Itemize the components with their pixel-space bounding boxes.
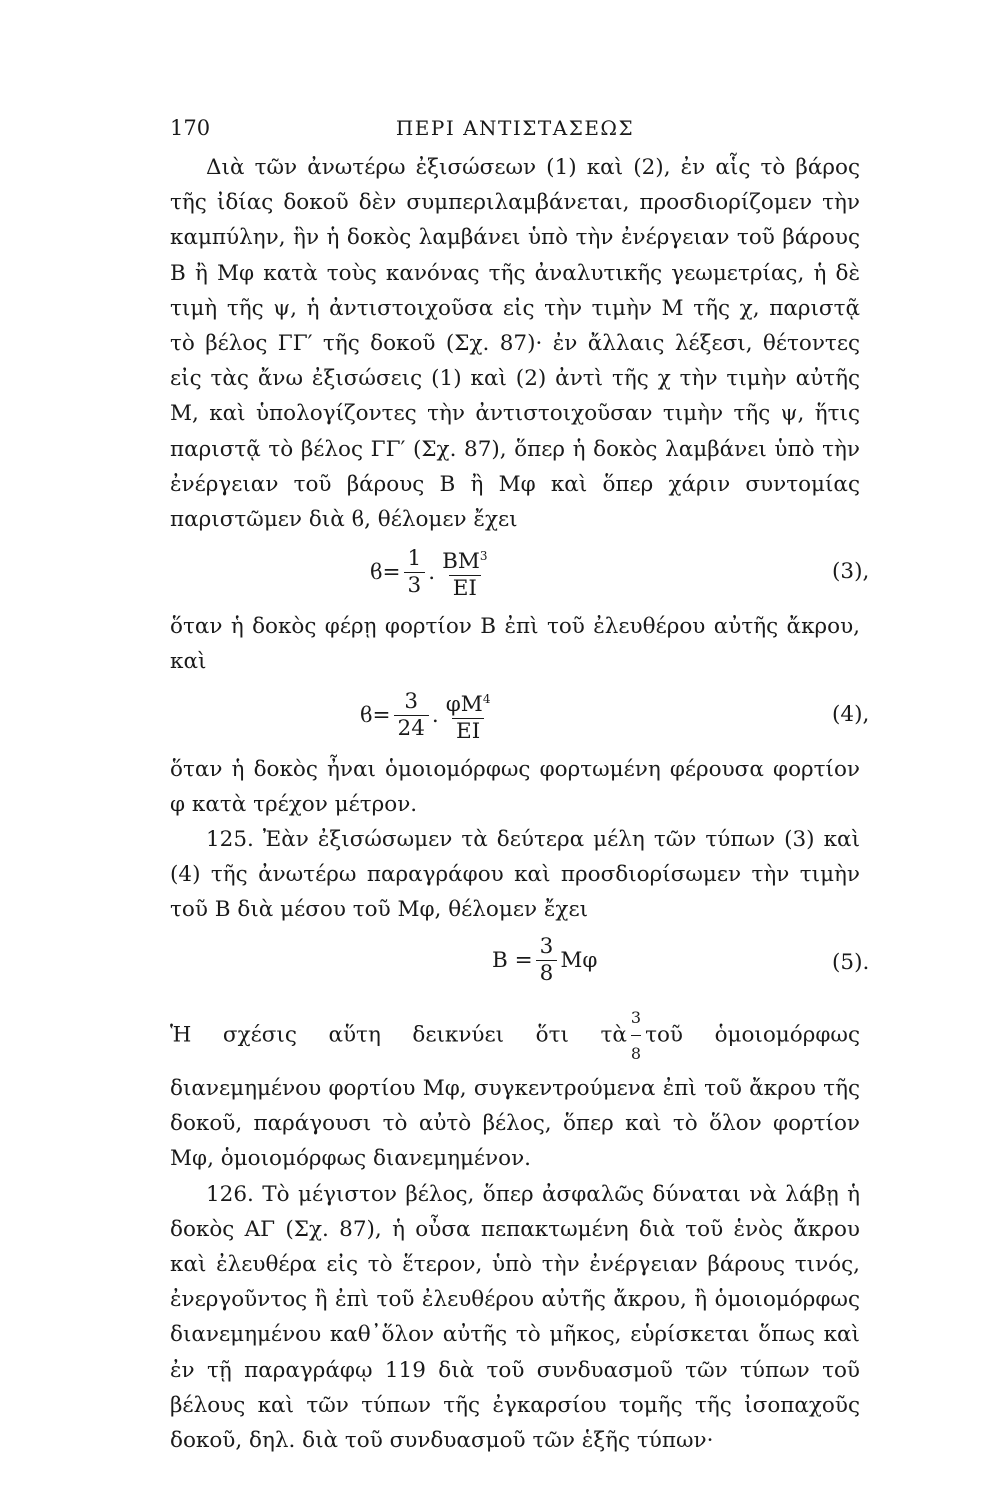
fraction-denominator: ΕΙ xyxy=(449,575,481,602)
fraction-numerator xyxy=(442,686,495,718)
page-number: 170 xyxy=(170,116,211,140)
numerator-base: φΜ xyxy=(445,691,483,717)
multiply-dot: . xyxy=(428,560,436,586)
text-after-fraction: τοῦ ὁμοιομόρφως διανεμημένου φορτίου Μφ, συγκεντρούμενα ἐπὶ τοῦ ἄκρου τῆς δοκοῦ, παράγουσι τὸ αὐτὸ βέλος, ὅπερ καὶ τὸ ὅλον φορτίον Μφ, ὁμοιομόρφως διανεμημένον. xyxy=(170,1022,860,1172)
text-before-fraction: Ἡ σχέσις αὕτη δεικνύει ὅτι τὰ xyxy=(170,1022,627,1048)
equation-label: (3), xyxy=(832,559,870,585)
fraction-denominator: 8 xyxy=(631,1035,641,1071)
equation-4 xyxy=(170,680,870,752)
fraction-coefficient xyxy=(404,546,426,599)
equation-5 xyxy=(170,928,870,1000)
paragraph xyxy=(170,1000,860,1177)
equation-label: (5). xyxy=(832,949,870,975)
paragraph: ὅταν ἡ δοκὸς ἦναι ὁμοιομόρφως φορτωμένη φέρουσα φορτίον φ κατὰ τρέχον μέτρον. xyxy=(170,756,860,817)
multiply-dot: . xyxy=(431,702,439,728)
fraction-denominator: 3 xyxy=(404,572,426,599)
numerator-base: ΒΜ xyxy=(442,549,480,575)
running-title: ΠΕΡΙ ΑΝΤΙΣΤΑΣΕΩΣ xyxy=(395,116,635,140)
exponent: 4 xyxy=(482,691,491,706)
fraction-numerator: 3 xyxy=(404,688,419,714)
page-header xyxy=(170,116,860,146)
fraction-denominator: ΕΙ xyxy=(452,718,484,745)
fraction-numerator xyxy=(438,543,491,575)
fraction-coefficient xyxy=(536,934,558,987)
paragraph: ὅταν ἡ δοκὸς φέρῃ φορτίον Β ἐπὶ τοῦ ἐλευθέρου αὐτῆς ἄκρου, καὶ xyxy=(170,614,860,675)
fraction-numerator: 3 xyxy=(630,1007,642,1027)
exponent: 3 xyxy=(479,549,488,564)
fraction-numerator: 1 xyxy=(407,546,422,572)
equation-rhs: Μφ xyxy=(560,947,598,973)
equation-label: (4), xyxy=(832,701,870,727)
equation-lhs: Β = xyxy=(492,947,533,973)
paragraph: 126. Τὸ μέγιστον βέλος, ὅπερ ἀσφαλῶς δύναται νὰ λάβῃ ἡ δοκὸς ΑΓ (Σχ. 87), ἡ οὖσα πεπακτωμένη διὰ τοῦ ἑνὸς ἄκρου καὶ ἐλευθέρα εἰς τὸ ἕτερον, ὑπὸ τὴν ἐνέργειαν βάρους τινός, ἐνεργοῦντος ἢ ἐπὶ τοῦ ἐλευθέρου αὐτῆς ἄκρου, ἢ ὁμοιομόρφως διανεμημένου καθ᾿ὅλον αὐτῆς τὸ μῆκος, εὑρίσκεται ὅπως καὶ ἐν τῇ παραγράφῳ 119 διὰ τοῦ συνδυασμοῦ τῶν τύπων τοῦ βέλους καὶ τῶν τύπων τῆς ἐγκαρσίου τομῆς τῆς ἰσοπαχοῦς δοκοῦ, δηλ. διὰ τοῦ συνδυασμοῦ τῶν ἑξῆς τύπων· xyxy=(170,1181,860,1454)
paragraph: Διὰ τῶν ἀνωτέρω ἐξισώσεων (1) καὶ (2), ἐν αἷς τὸ βάρος τῆς ἰδίας δοκοῦ δὲν συμπεριλαμβάνεται, προσδιορίζομεν τὴν καμπύλην, ἣν ἡ δοκὸς λαμβάνει ὑπὸ τὴν ἐνέργειαν τοῦ βάρους Β ἢ Μφ κατὰ τοὺς κανόνας τῆς ἀναλυτικῆς γεωμετρίας, ἡ δὲ τιμὴ τῆς ψ, ἡ ἀντιστοιχοῦσα εἰς τὴν τιμὴν Μ τῆς χ, παριστᾷ τὸ βέλος ΓΓ′ τῆς δοκοῦ (Σχ. 87)· ἐν ἄλλαις λέξεσι, θέτοντες εἰς τὰς ἄνω ἐξισώσεις (1) καὶ (2) ἀντὶ τῆς χ τὴν τιμὴν αὐτῆς Μ, καὶ ὑπολογίζοντες τὴν ἀντιστοιχοῦσαν τιμὴν τῆς ψ, ἥτις παριστᾷ τὸ βέλος ΓΓ′ (Σχ. 87), ὅπερ ἡ δοκὸς λαμβάνει ὑπὸ τὴν ἐνέργειαν τοῦ βάρους Β ἢ Μφ καὶ ὅπερ χάριν συντομίας παριστῶμεν διὰ ϐ, θέλομεν ἔχει xyxy=(170,155,860,533)
fraction-denominator: 24 xyxy=(394,715,429,742)
inline-fraction xyxy=(631,1000,641,1071)
fraction-variable xyxy=(442,686,495,745)
fraction-denominator: 8 xyxy=(536,960,558,987)
body-text xyxy=(170,150,870,1458)
equation-lhs: ϐ= xyxy=(360,702,391,728)
equation-3 xyxy=(170,537,870,609)
fraction-variable xyxy=(438,543,491,602)
fraction-coefficient xyxy=(394,689,429,742)
fraction-numerator: 3 xyxy=(539,933,554,959)
equation-lhs: ϐ= xyxy=(370,560,401,586)
paragraph: 125. Ἐὰν ἐξισώσωμεν τὰ δεύτερα μέλη τῶν τύπων (3) καὶ (4) τῆς ἀνωτέρω παραγράφου καὶ προσδιορίσωμεν τὴν τιμὴν τοῦ Β διὰ μέσου τοῦ Μφ, θέλομεν ἔχει xyxy=(170,827,860,923)
